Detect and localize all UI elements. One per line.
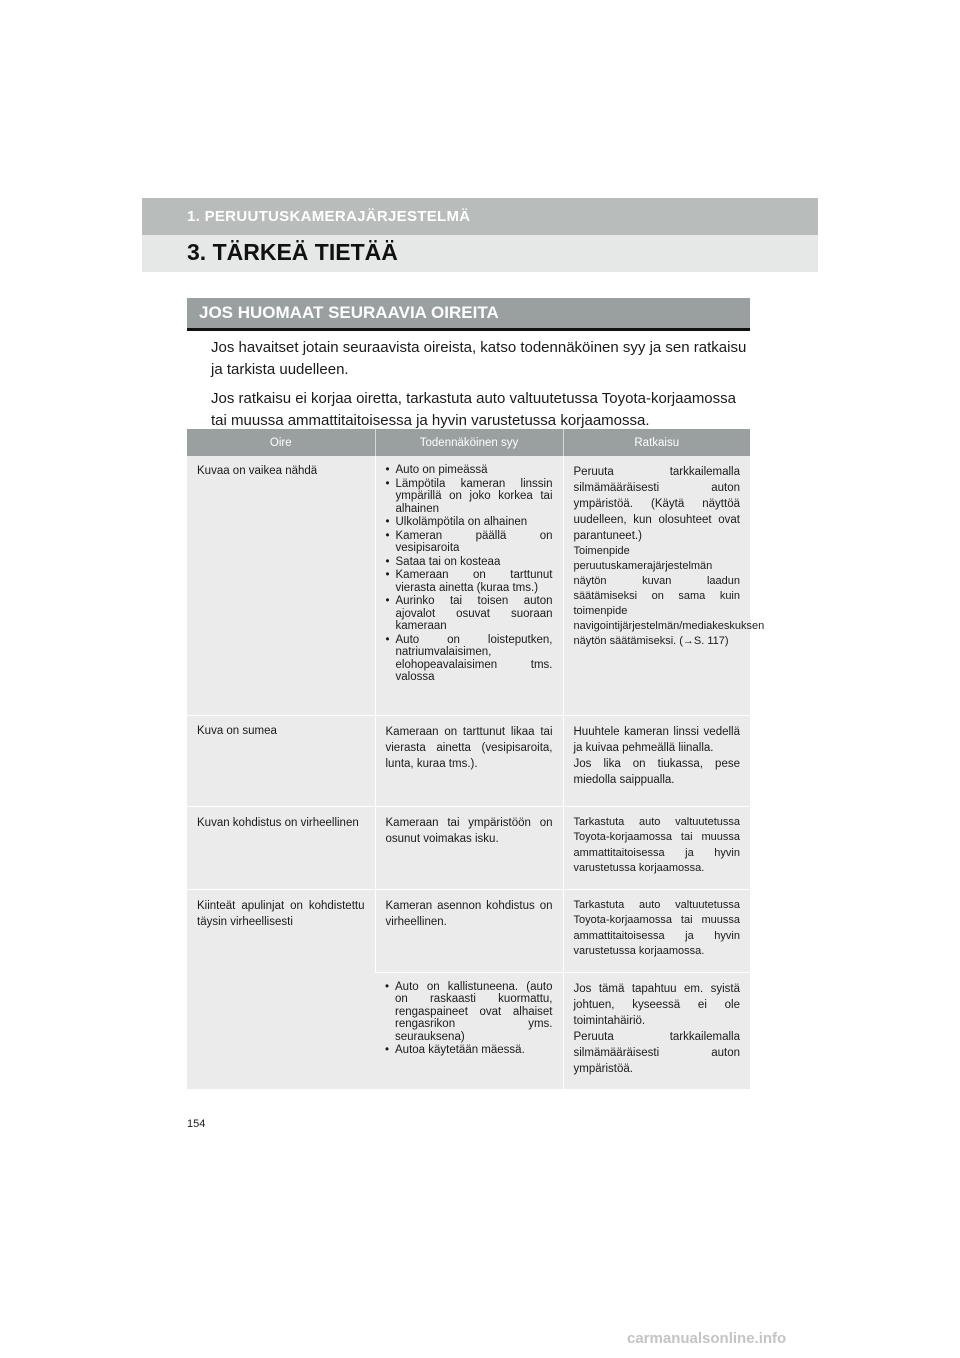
intro-paragraph: Jos havaitset jotain seuraavista oireista, katso todennäköinen syy ja sen ratkaisu ja tarkista uudelleen. [211,339,747,378]
symptom-text: Kuvaa on vaikea nähdä [197,465,318,477]
symptom-cell [187,715,375,806]
cause-item: • Sataa tai on kosteaa [386,556,553,569]
watermark: carmanualsonline.info [627,1330,787,1347]
cause-item: • Auto on pimeässä [386,464,553,477]
page-title: 3. TÄRKEÄ TIETÄÄ [187,239,398,265]
table-row [187,456,750,715]
solution-text: Jos tämä tapahtuu em. syistä johtuen, kyseessä ei ole toimintahäiriö. [573,982,740,1027]
subheading: JOS HUOMAAT SEURAAVIA OIREITA [199,303,499,322]
cause-text: Kameraan on tarttunut likaa tai vierasta ainetta (vesipisaroita, lunta, kuraa tms.). [385,725,553,770]
subheading-bar [187,298,750,331]
cause-item: • Lämpötila kameran linssin ympärillä on joko korkea tai alhainen [386,478,553,516]
cause-list [385,981,553,1057]
solution-text: Tarkastuta auto valtuutetussa Toyota-korjaamossa tai muussa ammattitaitoisessa ja hyvin varustetussa korjaamossa. [573,898,740,957]
intro-text [211,337,751,439]
column-header-cause: Todennäköinen syy [375,429,563,456]
solution-text: Jos lika on tiukassa, pese miedolla saippualla. [573,757,740,786]
intro-paragraph: Jos ratkaisu ei korjaa oiretta, tarkastuta auto valtuutetussa Toyota-korjaamossa tai muussa ammattitaitoisessa ja hyvin varustetussa korjaamossa. [211,390,736,429]
cause-cell [375,889,563,972]
cause-item: • Auto on loisteputken, natriumvalaisimen, elohopeavalaisimen tms. valossa [386,634,553,684]
table-row [187,806,750,889]
symptom-cell [187,889,375,1089]
column-header-solution: Ratkaisu [563,429,750,456]
symptom-text: Kuva on sumea [197,724,277,737]
solution-text: Peruuta tarkkailemalla silmämääräisesti auton ympäristöä. [573,1030,740,1075]
solution-cell [563,715,750,806]
solution-text: Tarkastuta auto valtuutetussa Toyota-korjaamossa tai muussa ammattitaitoisessa ja hyvin varustetussa korjaamossa. [573,815,740,874]
solution-text: Toimenpide peruutuskamerajärjestelmän näytön kuvan laadun säätämiseksi on sama kuin toimenpide navigointijärjestelmän/mediakeskuksen näytön säätämiseksi. (→S. 117) [573,545,765,647]
section-label: 1. PERUUTUSKAMERAJÄRJESTELMÄ [187,208,471,225]
cause-text: Kameraan tai ympäristöön on osunut voimakas isku. [385,816,553,845]
cause-item: • Kameran päällä on vesipisaroita [386,530,553,555]
solution-text: Peruuta tarkkailemalla silmämääräisesti auton ympäristöä. (Käytä näyttöä uudelleen, kun olosuhteet ovat parantuneet.) [573,466,740,542]
solution-cell [563,806,750,889]
cause-cell [375,715,563,806]
cause-text: Kameran asennon kohdistus on virheellinen. [385,899,553,928]
table-header-row [187,429,750,456]
cause-item: • Aurinko tai toisen auton ajovalot osuvat suoraan kameraan [386,595,553,633]
table-row [187,889,750,972]
troubleshooting-table [187,429,765,1089]
cause-cell [375,806,563,889]
symptom-cell [187,456,375,715]
solution-cell [563,972,750,1089]
cause-cell [375,456,563,715]
cause-cell [375,972,563,1089]
table-row [187,715,750,806]
symptom-cell [187,806,375,889]
solution-cell [563,456,765,715]
solution-text: Huuhtele kameran linssi vedellä ja kuivaa pehmeällä liinalla. [573,725,740,754]
solution-cell [563,889,750,972]
cause-item: • Kameraan on tarttunut vierasta ainetta (kuraa tms.) [386,569,553,594]
cause-item: • Auto on kallistuneena. (auto on raskaasti kuormattu, rengaspaineet ovat alhaiset rengasrikon yms. seurauksena) [385,981,553,1044]
symptom-text: Kiinteät apulinjat on kohdistettu täysin virheellisesti [197,899,365,928]
page-number: 154 [187,1118,206,1130]
cause-item: • Ulkolämpötila on alhainen [386,516,553,529]
cause-item: • Autoa käytetään mäessä. [385,1044,553,1057]
column-header-symptom: Oire [187,429,375,456]
symptom-text: Kuvan kohdistus on virheellinen [197,816,359,829]
cause-list [386,464,553,684]
